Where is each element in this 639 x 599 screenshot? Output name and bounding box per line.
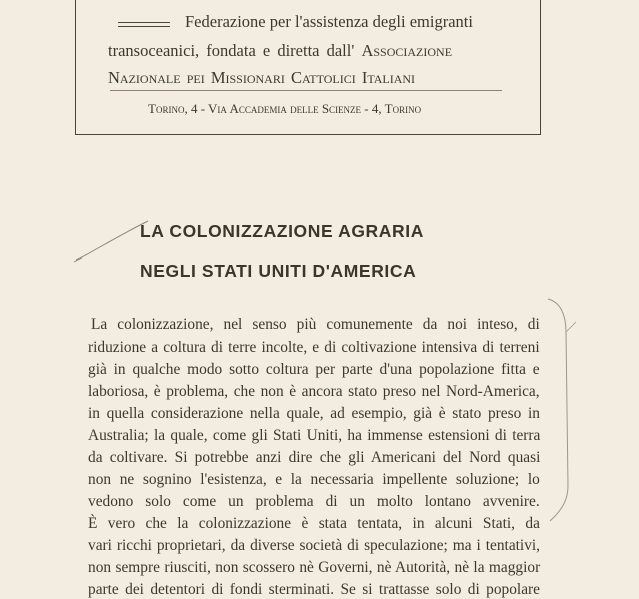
body-line: La colonizzazione, nel senso più comunemente da noi inteso, di	[91, 316, 540, 333]
body-line: parte dei detentori di fondi sterminati. Se si trattasse solo di popolare	[88, 581, 540, 598]
header-line-2-text: transoceanici, fondata e diretta dall'	[108, 41, 362, 60]
header-underline	[110, 90, 502, 91]
body-line: riduzione a coltura di terre incolte, e di coltivazione intensiva di terreni	[88, 339, 540, 356]
body-line: già in qualche modo sotto coltura per parte d'una popolazione fitta e	[88, 361, 540, 378]
article-title-line-1: LA COLONIZZAZIONE AGRARIA	[140, 221, 424, 241]
header-address: Torino, 4 - Via Accademia delle Scienze - 4, Torino	[148, 101, 422, 116]
body-line: in quella considerazione nella quale, ad esempio, già è stato preso in	[88, 405, 540, 422]
margin-bracket-icon	[545, 296, 579, 526]
header-line-2	[108, 41, 452, 61]
body-line: Australia; la quale, come gli Stati Uniti, ha immense estensioni di terra	[88, 427, 541, 444]
body-line: vedono solo come un problema di un molto lontano avvenire.	[88, 493, 540, 510]
body-line: vari ricchi proprietari, da diverse società di speculazione; ma i tentativi,	[88, 537, 541, 554]
body-line: non ne sognino l'esistenza, e la necessaria impellente soluzione; lo	[88, 471, 540, 488]
body-line: non sempre riusciti, non scossero nè Governi, nè Autorità, nè la maggior	[88, 559, 541, 576]
body-line: da coltivare. Si potrebbe anzi dire che gli Americani del Nord quasi	[88, 449, 541, 466]
header-org-first-word: Associazione	[361, 41, 453, 60]
header-decorative-rule	[118, 22, 170, 27]
header-line-1: Federazione per l'assistenza degli emigranti	[185, 12, 473, 31]
body-line: laboriosa, è problema, che non è ancora stato preso nel Nord-America,	[88, 383, 540, 400]
header-line-3: Nazionale pei Missionari Cattolici Italiani	[108, 68, 416, 87]
article-title-line-2: NEGLI STATI UNITI D'AMERICA	[140, 261, 417, 281]
body-line: È vero che la colonizzazione è stata tentata, in alcuni Stati, da	[88, 515, 540, 532]
